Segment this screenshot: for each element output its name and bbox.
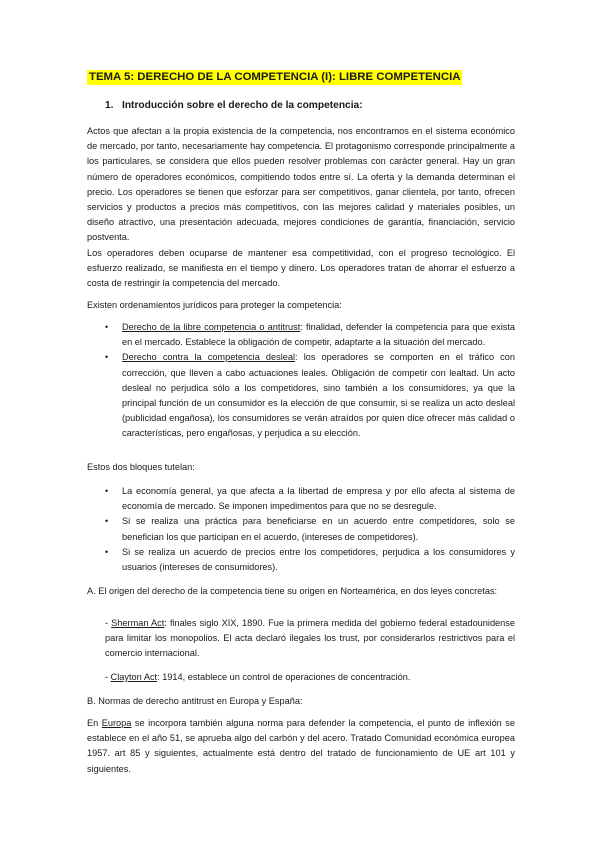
paragraph-europe <box>87 716 515 777</box>
act-text: : 1914, establece un control de operaciones de concentración. <box>157 672 411 682</box>
list-item-text: La economía general, ya que afecta a la libertad de empresa y por ello afecta al sistema de economía de mercado. Se imponen impedimentos para que no se desregule. <box>122 486 515 512</box>
act-prefix: - <box>105 618 112 628</box>
bullet-icon: • <box>105 516 109 527</box>
section-number: 1. <box>105 100 114 111</box>
bullet-icon: • <box>105 486 109 496</box>
list-item-text: Si se realiza un acuerdo de precios entre los competidores, perjudica a los consumidores y usuarios (intereses de consumidores). <box>122 546 515 573</box>
act-prefix: - <box>105 672 111 682</box>
paragraph-protected-interests: Estos dos bloques tutelan: <box>87 462 195 472</box>
paragraph-competitiveness: Los operadores deben ocuparse de mantener esa competitividad, con el progreso tecnológico. El esfuerzo realizado, se manifiesta en el tiempo y dinero. Los operadores tratan de ahorrar el esfuerzo a costa de restringir la competencia del mercado. <box>87 248 515 289</box>
europe-lead: En <box>87 718 102 728</box>
europe-term: Europa <box>101 718 132 728</box>
act-term: Sherman Act <box>111 618 165 628</box>
list-item <box>105 350 515 441</box>
list-item <box>105 320 515 350</box>
bullet-icon: • <box>105 546 109 557</box>
list-item-text: : los operadores se comporten en el tráfico con corrección, que lleven a cabo actuaciones leales. Obligación de competir con lealtad. Un acto desleal no perjudica sólo a los competidores, sino también a los consumidores, ya que la principal función de un consumidor es la elección de que consumir, si se realiza un acto desleal (publicidad engañosa), los consumidores se verán atraídos por quien dice ofrecer más calidad o características, pero engañosas, y perjudica a su elección. <box>122 352 515 439</box>
document-title: TEMA 5: DERECHO DE LA COMPETENCIA (I): LIBRE COMPETENCIA <box>89 71 461 83</box>
paragraph-legal-frameworks: Existen ordenamientos jurídicos para proteger la competencia: <box>87 300 342 310</box>
paragraph-sherman-act <box>87 616 515 662</box>
paragraph-europe-heading: B. Normas de derecho antitrust en Europa y España: <box>87 696 303 706</box>
list-item <box>105 484 515 514</box>
list-item-term: Derecho de la libre competencia o antitrust <box>122 322 301 332</box>
section-heading <box>105 98 363 113</box>
list-item-term: Derecho contra la competencia desleal <box>122 352 296 363</box>
paragraph-origin: A. El origen del derecho de la competencia tiene su origen en Norteamérica, en dos leyes concretas: <box>87 586 498 596</box>
list-item <box>105 514 515 544</box>
act-text: : finales siglo XIX, 1890. Fue la primera medida del gobierno federal estadounidense para limitar los monopolios. El acta declaró ilegales los trust, por considerarlos restrictivos para el comercio internacional. <box>105 618 515 659</box>
list-item-text: Si se realiza una práctica para beneficiarse en un acuerdo entre competidores, solo se benefician los que participan en el acuerdo, (intereses de competidores). <box>122 516 515 542</box>
list-item-text: : finalidad, defender la competencia para que exista en el mercado. Establece la obligación de competir, adaptarte a la situación del mercado. <box>122 322 515 348</box>
bullet-icon: • <box>105 322 109 332</box>
paragraph-clayton-act <box>87 670 515 685</box>
section-heading-text: Introducción sobre el derecho de la competencia: <box>122 100 363 111</box>
act-term: Clayton Act <box>110 672 158 682</box>
list-item <box>105 545 515 575</box>
paragraph-intro: Actos que afectan a la propia existencia de la competencia, nos encontramos en el sistema económico de mercado, por tanto, necesariamente hay competencia. El protagonismo corresponde principalmente a los particulares, se considera que ellos pueden resolver problemas con carácter general. Hay un gran número de operadores económicos, compitiendo todos entre sí. La oferta y la demanda determinan el precio. Los operadores se tienen que esforzar para ser competitivos, ganar clientela, por tanto, ofrecen servicios y productos a precios más competitivos, con las mejores calidad y materiales posibles, un diseño atractivo, una presentación adecuada, mejores condiciones de garantía, financiación, servicio postventa. <box>87 126 515 243</box>
bullet-icon: • <box>105 352 109 363</box>
europe-text: se incorpora también alguna norma para defender la competencia, el punto de inflexión se establece en el año 51, se aprueba algo del carbón y del acero. Tratado Comunidad económica europea 1957. art 85 y siguientes, actualmente está dentro del tratado de funcionamiento de UE art 101 y siguientes. <box>87 718 515 774</box>
legal-frameworks-list <box>105 320 515 442</box>
protected-interests-list <box>105 484 515 575</box>
